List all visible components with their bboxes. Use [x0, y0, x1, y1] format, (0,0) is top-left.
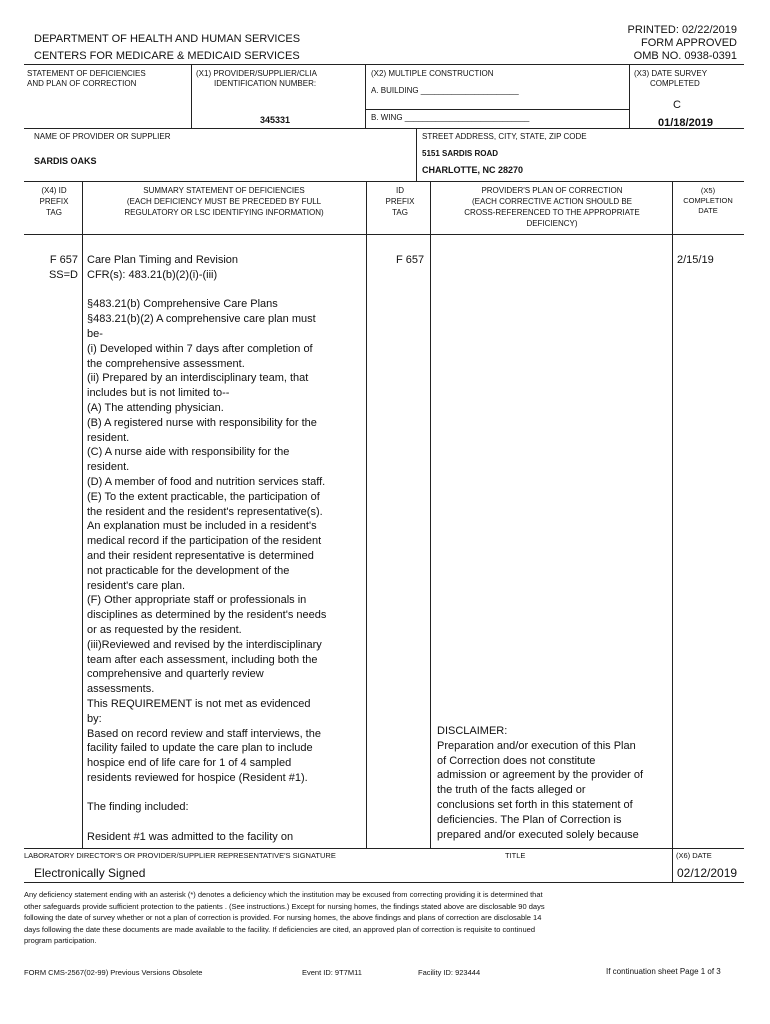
omb-number: OMB NO. 0938-0391 — [633, 50, 737, 62]
text-line: and their resident representative is determined — [87, 549, 314, 562]
page-number: If continuation sheet Page 1 of 3 — [606, 967, 721, 976]
summary-header-2: (EACH DEFICIENCY MUST BE PRECEDED BY FULL — [126, 197, 322, 206]
signature-value: Electronically Signed — [34, 866, 146, 880]
text-line: includes but is not limited to-- — [87, 387, 230, 400]
text-line: program participation. — [24, 936, 97, 945]
address-label: STREET ADDRESS, CITY, STATE, ZIP CODE — [422, 132, 587, 141]
text-line: Resident #1 was admitted to the facility on — [87, 831, 294, 844]
text-line — [87, 283, 326, 298]
id-prefix-label: PREFIX — [385, 197, 415, 206]
x4-label: (X4) ID — [41, 186, 67, 195]
text-line: facility failed to update the care plan to include — [87, 742, 313, 755]
text-line: Based on record review and staff interviews, the — [87, 727, 321, 740]
text-line: This REQUIREMENT is not met as evidenced — [87, 697, 311, 710]
text-line — [87, 786, 326, 801]
text-line: prepared and/or executed solely because — [437, 828, 639, 841]
street-address: 5151 SARDIS ROAD — [422, 149, 499, 158]
text-line: (B) A registered nurse with responsibility for the — [87, 416, 317, 429]
department-name: DEPARTMENT OF HEALTH AND HUMAN SERVICES — [34, 33, 301, 45]
text-line: (D) A member of food and nutrition services staff. — [87, 475, 326, 488]
x4-prefix-label: PREFIX — [39, 197, 69, 206]
deficiency-tag: F 657 — [49, 254, 78, 266]
survey-type: C — [673, 99, 681, 111]
text-line: (E) To the extent practicable, the participation of — [87, 490, 320, 503]
x1-sublabel: IDENTIFICATION NUMBER: — [214, 79, 317, 88]
text-line: §483.21(b) Comprehensive Care Plans — [87, 298, 278, 311]
text-line: of Correction does not constitute — [437, 754, 596, 767]
signature-date-label: (X6) DATE — [676, 851, 712, 860]
x3-label: (X3) DATE SURVEY — [634, 69, 708, 78]
title-label: TITLE — [505, 851, 526, 860]
text-line: the truth of the facts alleged or — [437, 784, 586, 797]
text-line: resident's care plan. — [87, 579, 186, 592]
agency-name: CENTERS FOR MEDICARE & MEDICAID SERVICES — [34, 50, 300, 62]
text-line: be- — [87, 327, 103, 340]
disclosure-footnote — [24, 889, 545, 947]
x3-sublabel: COMPLETED — [650, 79, 700, 88]
text-line: the comprehensive assessment. — [87, 357, 245, 370]
text-line: admission or agreement by the provider of — [437, 769, 644, 782]
text-line: resident. — [87, 461, 130, 474]
plan-of-correction-label: AND PLAN OF CORRECTION — [27, 79, 137, 88]
id-label: ID — [396, 186, 404, 195]
x2-label: (X2) MULTIPLE CONSTRUCTION — [371, 69, 494, 78]
plan-header-1: PROVIDER'S PLAN OF CORRECTION — [481, 186, 623, 195]
text-line: Any deficiency statement ending with an asterisk (*) denotes a deficiency which the institution may be excused from correcting providing it is determined that — [24, 890, 543, 899]
text-line: Care Plan Timing and Revision — [87, 254, 239, 266]
text-line: or as requested by the resident. — [87, 623, 242, 636]
plan-disclaimer — [437, 724, 643, 842]
x4-tag-label: TAG — [46, 208, 62, 217]
text-line — [87, 815, 326, 830]
text-line: by: — [87, 712, 102, 725]
text-line: conclusions set forth in this statement of — [437, 798, 633, 811]
x5-date-label: DATE — [698, 206, 718, 215]
id-tag-label: TAG — [392, 208, 408, 217]
text-line: Preparation and/or execution of this Plan — [437, 739, 636, 752]
x1-label: (X1) PROVIDER/SUPPLIER/CLIA — [196, 69, 317, 78]
text-line: team after each assessment, including both the — [87, 653, 318, 666]
text-line: residents reviewed for hospice (Resident #1). — [87, 771, 308, 784]
text-line: comprehensive and quarterly review — [87, 668, 264, 681]
text-line: (F) Other appropriate staff or professionals in — [87, 594, 307, 607]
plan-header-2: (EACH CORRECTIVE ACTION SHOULD BE — [471, 197, 633, 206]
completion-date: 2/15/19 — [677, 254, 714, 266]
summary-header-1: SUMMARY STATEMENT OF DEFICIENCIES — [143, 186, 305, 195]
x5-label: (X5) — [700, 186, 716, 195]
text-line: disciplines as determined by the resident's needs — [87, 609, 327, 622]
city-state-zip: CHARLOTTE, NC 28270 — [422, 165, 524, 175]
text-line: hospice end of life care for 1 of 4 sampled — [87, 757, 292, 770]
printed-date: PRINTED: 02/22/2019 — [627, 24, 737, 36]
summary-header-3: REGULATORY OR LSC IDENTIFYING INFORMATION) — [124, 208, 324, 217]
text-line: not practicable for the development of the — [87, 564, 290, 577]
text-line: deficiencies. The Plan of Correction is — [437, 813, 622, 826]
text-line: §483.21(b)(2) A comprehensive care plan must — [87, 313, 316, 326]
text-line: resident. — [87, 431, 130, 444]
deficiency-statement — [87, 253, 326, 845]
signature-label: LABORATORY DIRECTOR'S OR PROVIDER/SUPPLIER REPRESENTATIVE'S SIGNATURE — [24, 851, 336, 860]
signature-date: 02/12/2019 — [677, 866, 738, 880]
text-line: other safeguards provide sufficient protection to the patients . (See instructions.) Except for nursing homes, the findings stated above are disclosable 90 days — [24, 901, 545, 911]
event-id: Event ID: 9T7M11 — [302, 968, 362, 977]
text-line: the resident and the resident's representative(s). — [87, 505, 323, 518]
text-line: DISCLAIMER: — [437, 725, 508, 737]
text-line: CFR(s): 483.21(b)(2)(i)-(iii) — [87, 268, 218, 281]
provider-name: SARDIS OAKS — [34, 156, 97, 166]
facility-id: Facility ID: 923444 — [418, 968, 481, 977]
provider-name-label: NAME OF PROVIDER OR SUPPLIER — [34, 132, 171, 141]
survey-date: 01/18/2019 — [658, 117, 714, 129]
text-line: (ii) Prepared by an interdisciplinary team, that — [87, 372, 309, 385]
wing-field: B. WING ____________________________ — [371, 113, 530, 122]
text-line: assessments. — [87, 683, 155, 696]
text-line: (C) A nurse aide with responsibility for the — [87, 446, 290, 459]
text-line: (iii)Reviewed and revised by the interdisciplinary — [87, 638, 322, 651]
form-approved: FORM APPROVED — [641, 37, 737, 49]
building-field: A. BUILDING ______________________ — [371, 86, 519, 95]
text-line: medical record if the participation of the resident — [87, 535, 322, 548]
text-line: days following the date these documents are made available to the facility. If deficiencies are cited, an approved plan of correction is requisite to continued — [24, 924, 535, 934]
text-line: following the date of survey whether or not a plan of correction is provided. For nursing homes, the above findings and plans of correction are disclosable 14 — [24, 913, 542, 922]
plan-header-3: CROSS-REFERENCED TO THE APPROPRIATE — [464, 208, 640, 217]
scope-severity: SS=D — [48, 269, 78, 281]
text-line: An explanation must be included in a resident's — [87, 520, 317, 533]
statement-label: STATEMENT OF DEFICIENCIES — [27, 69, 146, 78]
text-line: The finding included: — [87, 801, 189, 814]
form-number: FORM CMS-2567(02-99) Previous Versions Obsolete — [24, 968, 203, 977]
x5-completion-label: COMPLETION — [683, 196, 733, 205]
provider-number: 345331 — [260, 115, 291, 125]
plan-tag: F 657 — [396, 254, 425, 266]
plan-header-4: DEFICIENCY) — [526, 219, 578, 228]
text-line: (i) Developed within 7 days after completion of — [87, 342, 313, 355]
text-line: (A) The attending physician. — [87, 401, 224, 414]
